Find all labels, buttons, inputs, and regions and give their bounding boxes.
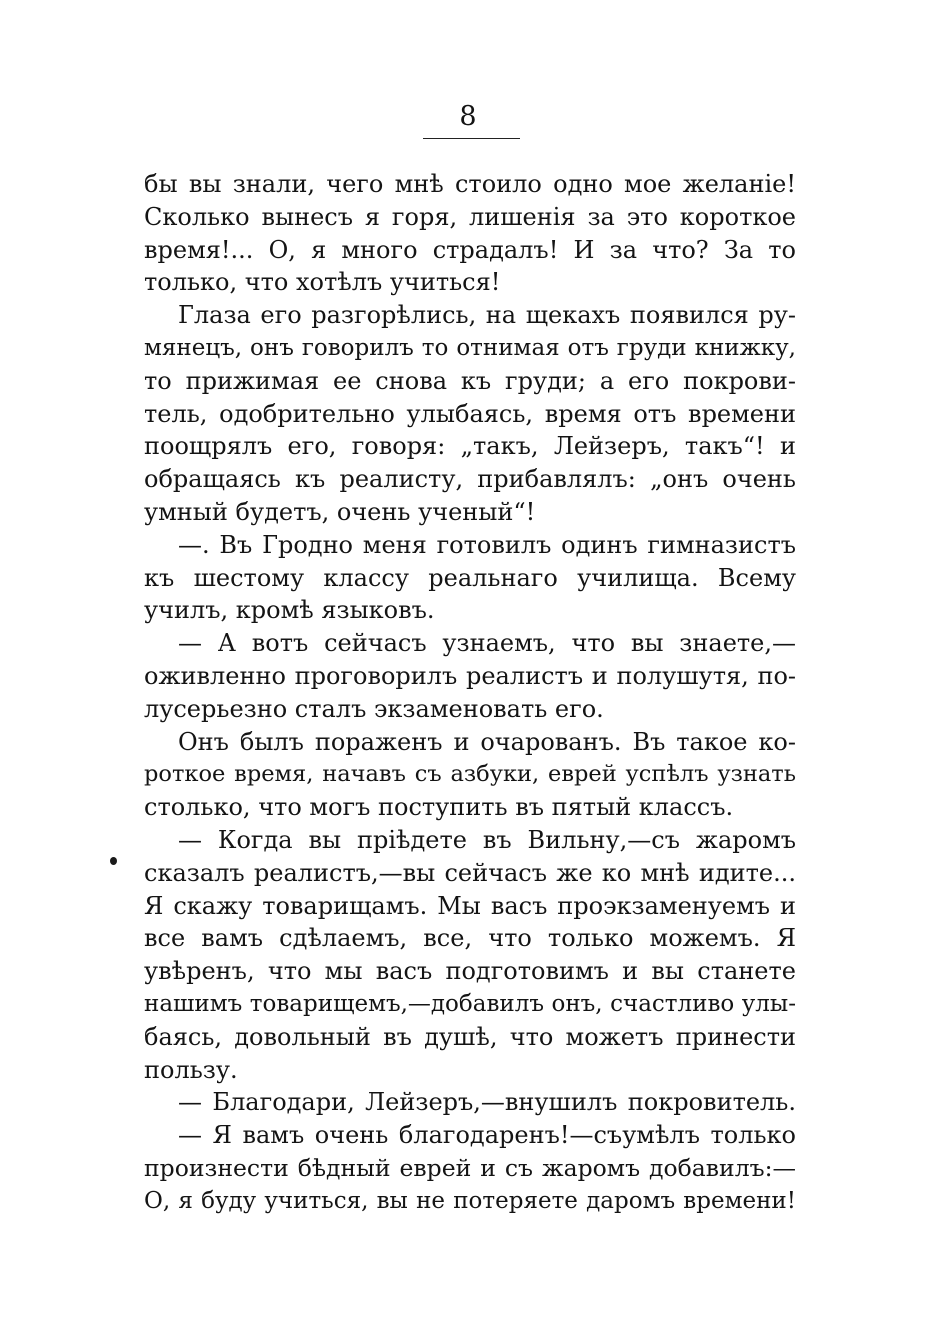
text-line: обращаясь къ реалисту, прибавлялъ: „онъ очень — [144, 465, 796, 494]
text-line: — А вотъ сейчасъ узнаемъ, что вы знаете,— — [178, 629, 796, 658]
text-line: училъ, кромѣ языковъ. — [144, 596, 435, 625]
text-line: произнести бѣдный еврей и съ жаромъ добавилъ:— — [144, 1153, 796, 1182]
text-line: Сколько вынесъ я горя, лишенія за это короткое — [144, 202, 796, 231]
text-line: роткое время, начавъ съ азбуки, еврей успѣлъ узнать — [144, 761, 796, 788]
text-line: бы вы знали, чего мнѣ стоило одно мое желаніе! — [144, 170, 796, 198]
text-line: — Благодари, Лейзеръ,—внушилъ покровитель. — [178, 1088, 796, 1117]
text-line: О, я буду учиться, вы не потеряете даромъ времени! — [144, 1187, 796, 1214]
paragraph-5 — [144, 726, 796, 824]
page-number-rule — [423, 138, 520, 139]
text-line: оживленно проговорилъ реалистъ и полушутя, по- — [144, 661, 796, 690]
paragraph-6 — [144, 824, 796, 1086]
text-line: Онъ былъ пораженъ и очарованъ. Въ такое ко- — [178, 727, 796, 756]
paragraph-8 — [144, 1119, 796, 1217]
text-line: мянецъ, онъ говорилъ то отнимая отъ груди книжку, — [144, 334, 796, 361]
text-line: умный будетъ, очень ученый“! — [144, 497, 536, 526]
text-line: тель, одобрительно улыбаясь, время отъ времени — [144, 399, 796, 428]
text-line: пользу. — [144, 1055, 238, 1084]
text-line: увѣренъ, что мы васъ подготовимъ и вы станете — [144, 957, 796, 986]
text-line: то прижимая ее снова къ груди; а его покрови- — [144, 366, 796, 395]
text-line: сказалъ реалистъ,—вы сейчасъ же ко мнѣ идите... — [144, 858, 796, 887]
page-number: 8 — [459, 101, 477, 132]
text-line: лусерьезно сталъ экзаменовать его. — [144, 694, 604, 723]
text-line: нашимъ товарищемъ,—добавилъ онъ, счастливо улы- — [144, 990, 796, 1017]
text-line: къ шестому классу реальнаго училища. Всему — [144, 563, 796, 592]
text-line: —. Въ Гродно меня готовилъ одинъ гимназистъ — [178, 530, 796, 559]
text-line: баясь, довольный въ душѣ, что можетъ принести — [144, 1022, 796, 1051]
paragraph-2 — [144, 299, 796, 529]
text-line: — Я вамъ очень благодаренъ!—съумѣлъ только — [178, 1121, 796, 1150]
text-line: — Когда вы пріѣдете въ Вильну,—съ жаромъ — [178, 825, 796, 854]
body-text — [144, 168, 796, 1218]
paragraph-4 — [144, 627, 796, 725]
text-line: столько, что могъ поступить въ пятый классъ. — [144, 793, 734, 822]
text-line: Я скажу товарищамъ. Мы васъ проэкзаменуемъ и — [144, 891, 796, 920]
paragraph-3 — [144, 529, 796, 627]
text-line: только, что хотѣлъ учиться! — [144, 268, 501, 297]
paragraph-7 — [144, 1086, 796, 1119]
ink-speck — [110, 857, 117, 865]
text-line: поощрялъ его, говоря: „такъ, Лейзеръ, такъ“! и — [144, 432, 796, 461]
text-line: Глаза его разгорѣлись, на щекахъ появился ру- — [178, 301, 796, 330]
text-line: все вамъ сдѣлаемъ, все, что только можемъ. Я — [144, 924, 796, 953]
text-line: время!... О, я много страдалъ! И за что? За то — [144, 235, 796, 264]
paragraph-1 — [144, 168, 796, 299]
